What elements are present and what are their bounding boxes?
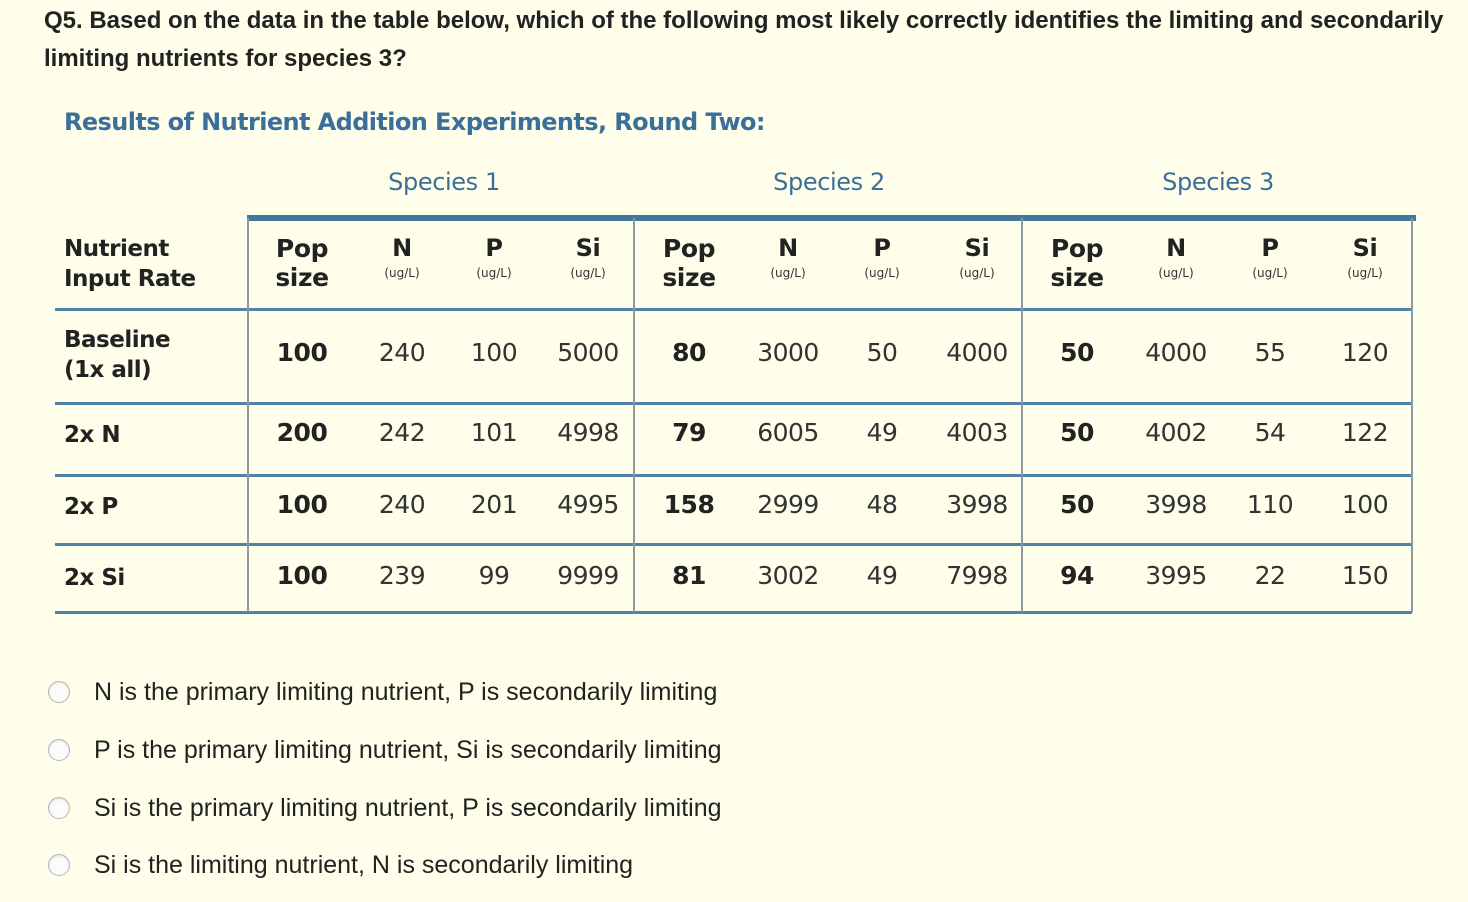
- table-cell: 240: [378, 490, 426, 519]
- table-cell: 4998: [557, 418, 619, 447]
- table-cell: 80: [672, 338, 706, 367]
- column-header: Pop size: [1050, 234, 1104, 292]
- table-cell: 79: [672, 418, 706, 447]
- column-header: P: [485, 234, 503, 262]
- table-rule: [55, 474, 1412, 477]
- column-header: N: [1166, 234, 1186, 262]
- table-column-divider: [633, 218, 635, 612]
- table-cell: 100: [470, 338, 518, 367]
- answer-option[interactable]: [48, 793, 722, 823]
- radio-button[interactable]: [48, 681, 70, 703]
- row-label: Baseline (1x all): [64, 327, 171, 383]
- table-cell: 3000: [757, 338, 819, 367]
- table-cell: 50: [1060, 418, 1094, 447]
- answer-option-label: P is the primary limiting nutrient, Si is secondarily limiting: [94, 735, 722, 764]
- table-cell: 22: [1254, 561, 1286, 590]
- table-cell: 3998: [946, 490, 1008, 519]
- table-cell: 240: [378, 338, 426, 367]
- table-cell: 81: [672, 561, 706, 590]
- table-cell: 158: [663, 490, 715, 519]
- table-cell: 3998: [1145, 490, 1207, 519]
- column-unit: (ug/L): [959, 266, 995, 280]
- answer-option-label: Si is the limiting nutrient, N is secondarily limiting: [94, 850, 634, 879]
- table-cell: 50: [866, 338, 898, 367]
- row-header-label: Nutrient Input Rate: [64, 236, 196, 292]
- table-cell: 94: [1060, 561, 1094, 590]
- table-cell: 150: [1341, 561, 1389, 590]
- column-header: Pop size: [662, 234, 716, 292]
- table-rule: [55, 308, 1412, 311]
- table-cell: 4000: [946, 338, 1008, 367]
- table-cell: 100: [1341, 490, 1389, 519]
- column-header: Si: [575, 234, 601, 262]
- table-cell: 100: [276, 338, 328, 367]
- column-unit: (ug/L): [570, 266, 606, 280]
- column-unit: (ug/L): [1158, 266, 1194, 280]
- table-cell: 120: [1341, 338, 1389, 367]
- table-cell: 242: [378, 418, 426, 447]
- table-cell: 4003: [946, 418, 1008, 447]
- table-cell: 99: [478, 561, 510, 590]
- column-unit: (ug/L): [770, 266, 806, 280]
- table-cell: 48: [866, 490, 898, 519]
- table-cell: 9999: [557, 561, 619, 590]
- column-header: N: [392, 234, 412, 262]
- table-cell: 110: [1246, 490, 1294, 519]
- table-cell: 4000: [1145, 338, 1207, 367]
- table-cell: 201: [470, 490, 518, 519]
- table-cell: 7998: [946, 561, 1008, 590]
- column-unit: (ug/L): [864, 266, 900, 280]
- answer-option-label: N is the primary limiting nutrient, P is secondarily limiting: [94, 677, 718, 706]
- table-rule: [55, 611, 1412, 614]
- table-cell: 49: [866, 561, 898, 590]
- table-cell: 122: [1341, 418, 1389, 447]
- column-unit: (ug/L): [476, 266, 512, 280]
- table-cell: 4002: [1145, 418, 1207, 447]
- table-cell: 4995: [557, 490, 619, 519]
- answer-option[interactable]: [48, 735, 722, 765]
- table-cell: 54: [1254, 418, 1286, 447]
- column-unit: (ug/L): [384, 266, 420, 280]
- radio-button[interactable]: [48, 797, 70, 819]
- column-header: N: [778, 234, 798, 262]
- species-2-header: Species 2: [773, 168, 885, 196]
- table-cell: 200: [276, 418, 328, 447]
- table-cell: 239: [378, 561, 426, 590]
- table-rule: [55, 543, 1412, 546]
- table-cell: 50: [1060, 490, 1094, 519]
- radio-button[interactable]: [48, 854, 70, 876]
- table-rule: [55, 402, 1412, 405]
- table-cell: 6005: [757, 418, 819, 447]
- table-cell: 5000: [557, 338, 619, 367]
- column-header: P: [1261, 234, 1279, 262]
- answer-option[interactable]: [48, 850, 633, 880]
- table-cell: 50: [1060, 338, 1094, 367]
- table-cell: 55: [1254, 338, 1286, 367]
- table-cell: 100: [276, 490, 328, 519]
- column-header: Si: [1352, 234, 1378, 262]
- answer-option-label: Si is the primary limiting nutrient, P is secondarily limiting: [94, 793, 722, 822]
- column-unit: (ug/L): [1347, 266, 1383, 280]
- table-cell: 3995: [1145, 561, 1207, 590]
- radio-button[interactable]: [48, 739, 70, 761]
- row-label: 2x N: [64, 422, 121, 448]
- figure-title: Results of Nutrient Addition Experiments, Round Two:: [64, 108, 765, 136]
- table-cell: 49: [866, 418, 898, 447]
- row-label: 2x Si: [64, 565, 125, 591]
- column-header: P: [873, 234, 891, 262]
- table-cell: 3002: [757, 561, 819, 590]
- column-header: Pop size: [275, 234, 329, 292]
- table-column-divider: [1021, 218, 1023, 612]
- answer-option[interactable]: [48, 677, 717, 707]
- column-header: Si: [964, 234, 990, 262]
- table-rule: [247, 215, 1416, 221]
- row-label: 2x P: [64, 494, 118, 520]
- table-cell: 100: [276, 561, 328, 590]
- table-cell: 2999: [757, 490, 819, 519]
- column-unit: (ug/L): [1252, 266, 1288, 280]
- table-column-divider: [1411, 218, 1413, 612]
- table-column-divider: [247, 218, 249, 612]
- species-3-header: Species 3: [1162, 168, 1274, 196]
- species-1-header: Species 1: [388, 168, 500, 196]
- question-text: Q5. Based on the data in the table below, which of the following most likely correctly identifies the limiting and secondarily limiting nutrients for species 3?: [44, 7, 1444, 72]
- table-cell: 101: [470, 418, 518, 447]
